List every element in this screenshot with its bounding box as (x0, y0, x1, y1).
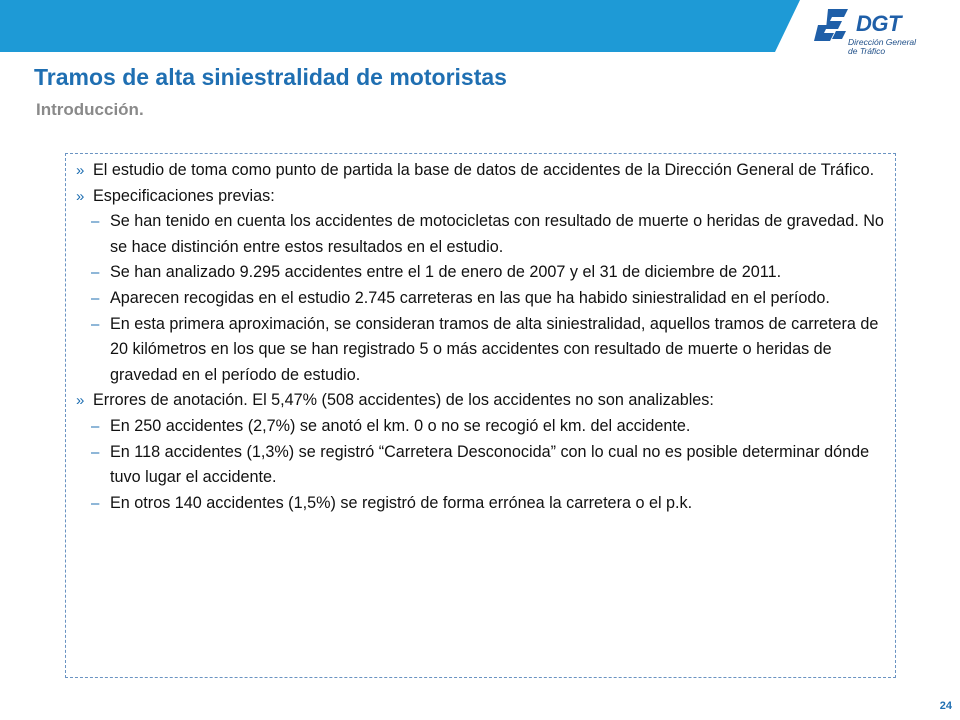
sub-bullet-item (66, 440, 895, 491)
logo-subtitle-line1: Dirección General (848, 37, 917, 47)
dash-marker: – (91, 264, 100, 282)
bullet-marker: » (76, 162, 85, 179)
dash-marker: – (91, 417, 100, 435)
bullet-text: Errores de anotación. El 5,47% (508 accidentes) de los accidentes no son analizables: (93, 391, 714, 410)
bullet-list (66, 158, 895, 516)
dash-marker: – (91, 315, 100, 333)
bullet-text: En otros 140 accidentes (1,5%) se registró de forma errónea la carretera o el p.k. (110, 493, 693, 512)
dash-marker: – (91, 443, 100, 461)
bullet-text: Especificaciones previas: (93, 186, 275, 205)
bullet-text: El estudio de toma como punto de partida la base de datos de accidentes de la Dirección General de Tráfico. (93, 161, 875, 179)
sub-bullet-item (66, 286, 895, 312)
page-number: 24 (939, 700, 952, 712)
bullet-marker: » (76, 187, 85, 205)
bullet-item (66, 184, 895, 210)
sub-bullet-item (66, 312, 895, 389)
sub-bullet-item (66, 260, 895, 286)
sub-bullet-item (66, 209, 895, 260)
bullet-text: Se han analizado 9.295 accidentes entre el 1 de enero de 2007 y el 31 de diciembre de 2011. (110, 263, 782, 282)
slide-subtitle: Introducción. (36, 100, 144, 119)
bullet-text: En 250 accidentes (2,7%) se anotó el km. 0 o no se recogió el km. del accidente. (110, 416, 691, 435)
bullet-marker: » (76, 392, 85, 410)
slide-title: Tramos de alta siniestralidad de motoristas (34, 64, 507, 90)
bullet-item (66, 158, 895, 184)
dash-marker: – (91, 213, 100, 231)
sub-bullet-item (66, 491, 895, 517)
logo-text: DGT (856, 11, 901, 36)
sub-bullet-item (66, 414, 895, 440)
dash-marker: – (91, 289, 100, 307)
bullet-text: En 118 accidentes (1,3%) se registró “Carretera Desconocida” con lo cual no es posible determinar dónde tuvo lugar el accidente. (110, 442, 870, 487)
bullet-item (66, 388, 895, 414)
bullet-text: Aparecen recogidas en el estudio 2.745 carreteras en las que ha habido siniestralidad en el período. (110, 288, 830, 307)
dgt-logo (812, 5, 960, 65)
logo-subtitle-line2: de Tráfico (848, 46, 886, 56)
bullet-text: Se han tenido en cuenta los accidentes de motocicletas con resultado de muerte o heridas de gravedad. No se hace distinción entre estos resultados en el estudio. (110, 212, 884, 256)
bullet-text: En esta primera aproximación, se consideran tramos de alta siniestralidad, aquellos tramos de carretera de 20 kilómetros en los que se han registrado 5 o más accidentes con resultado de muerte o heridas de gravedad en el período de estudio. (110, 314, 879, 384)
content-box (65, 153, 896, 678)
dash-marker: – (91, 494, 100, 512)
